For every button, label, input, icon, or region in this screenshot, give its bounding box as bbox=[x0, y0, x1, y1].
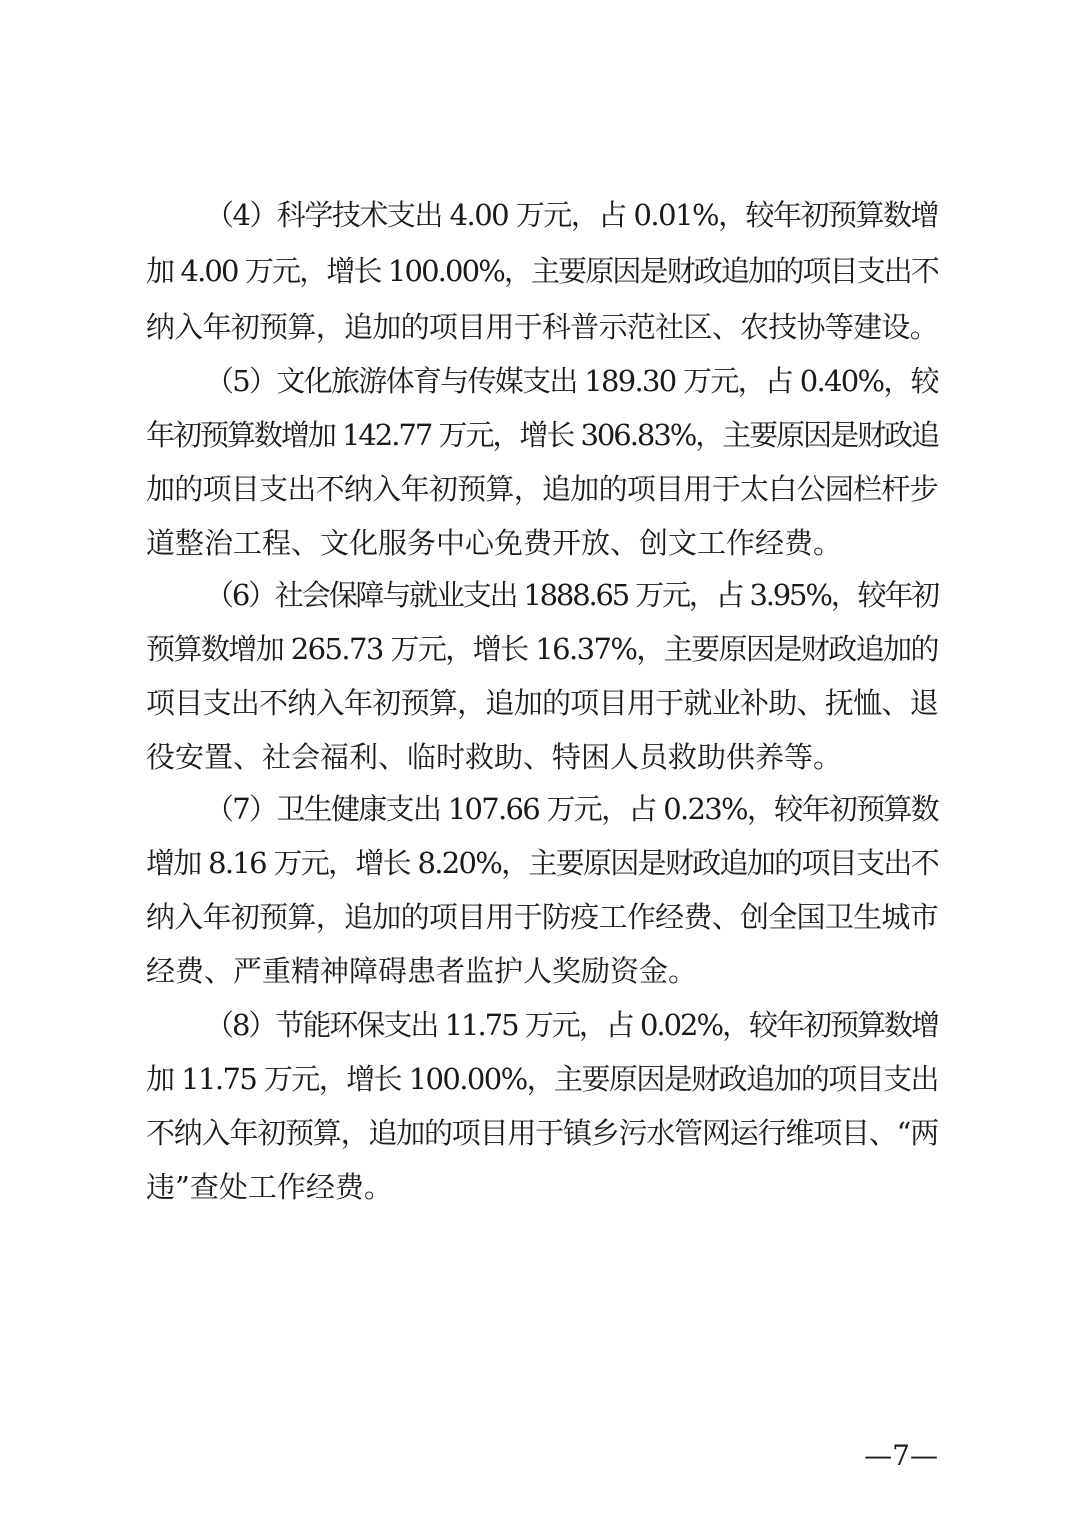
paragraph-5-line-3: 加的项目支出不纳入年初预算，追加的项目用于太白公园栏杆步 bbox=[146, 472, 938, 506]
paragraph-4-line-3: 纳入年初预算，追加的项目用于科普示范社区、农技协等建设。 bbox=[146, 310, 938, 344]
paragraph-7-line-2: 增加 8.16 万元，增长 8.20%，主要原因是财政追加的项目支出不 bbox=[146, 846, 938, 880]
paragraph-8-line-3: 不纳入年初预算，追加的项目用于镇乡污水管网运行维项目、“两 bbox=[146, 1116, 938, 1150]
paragraph-5-line-2: 年初预算数增加 142.77 万元，增长 306.83%，主要原因是财政追 bbox=[146, 418, 938, 452]
paragraph-6-line-3: 项目支出不纳入年初预算，追加的项目用于就业补助、抚恤、退 bbox=[146, 686, 938, 720]
paragraph-4-line-1: （4）科学技术支出 4.00 万元，占 0.01%，较年初预算数增 bbox=[205, 198, 938, 232]
paragraph-7-line-3: 纳入年初预算，追加的项目用于防疫工作经费、创全国卫生城市 bbox=[146, 900, 938, 934]
paragraph-4-line-2: 加 4.00 万元，增长 100.00%，主要原因是财政追加的项目支出不 bbox=[146, 254, 938, 288]
paragraph-8-line-1: （8）节能环保支出 11.75 万元，占 0.02%，较年初预算数增 bbox=[205, 1008, 938, 1042]
paragraph-5-line-4: 道整治工程、文化服务中心免费开放、创文工作经费。 bbox=[146, 526, 843, 560]
paragraph-6-line-2: 预算数增加 265.73 万元，增长 16.37%，主要原因是财政追加的 bbox=[146, 632, 938, 666]
paragraph-6-line-1: （6）社会保障与就业支出 1888.65 万元，占 3.95%，较年初 bbox=[205, 578, 938, 612]
paragraph-8-line-2: 加 11.75 万元，增长 100.00%，主要原因是财政追加的项目支出 bbox=[146, 1062, 938, 1096]
paragraph-8-line-4: 违”查处工作经费。 bbox=[146, 1170, 393, 1204]
paragraph-7-line-4: 经费、严重精神障碍患者监护人奖励资金。 bbox=[146, 954, 698, 988]
paragraph-6-line-4: 役安置、社会福利、临时救助、特困人员救助供养等。 bbox=[146, 740, 843, 774]
paragraph-7-line-1: （7）卫生健康支出 107.66 万元，占 0.23%，较年初预算数 bbox=[205, 792, 938, 826]
paragraph-5-line-1: （5）文化旅游体育与传媒支出 189.30 万元，占 0.40%，较 bbox=[205, 364, 938, 398]
page-number: —7— bbox=[864, 1439, 938, 1472]
